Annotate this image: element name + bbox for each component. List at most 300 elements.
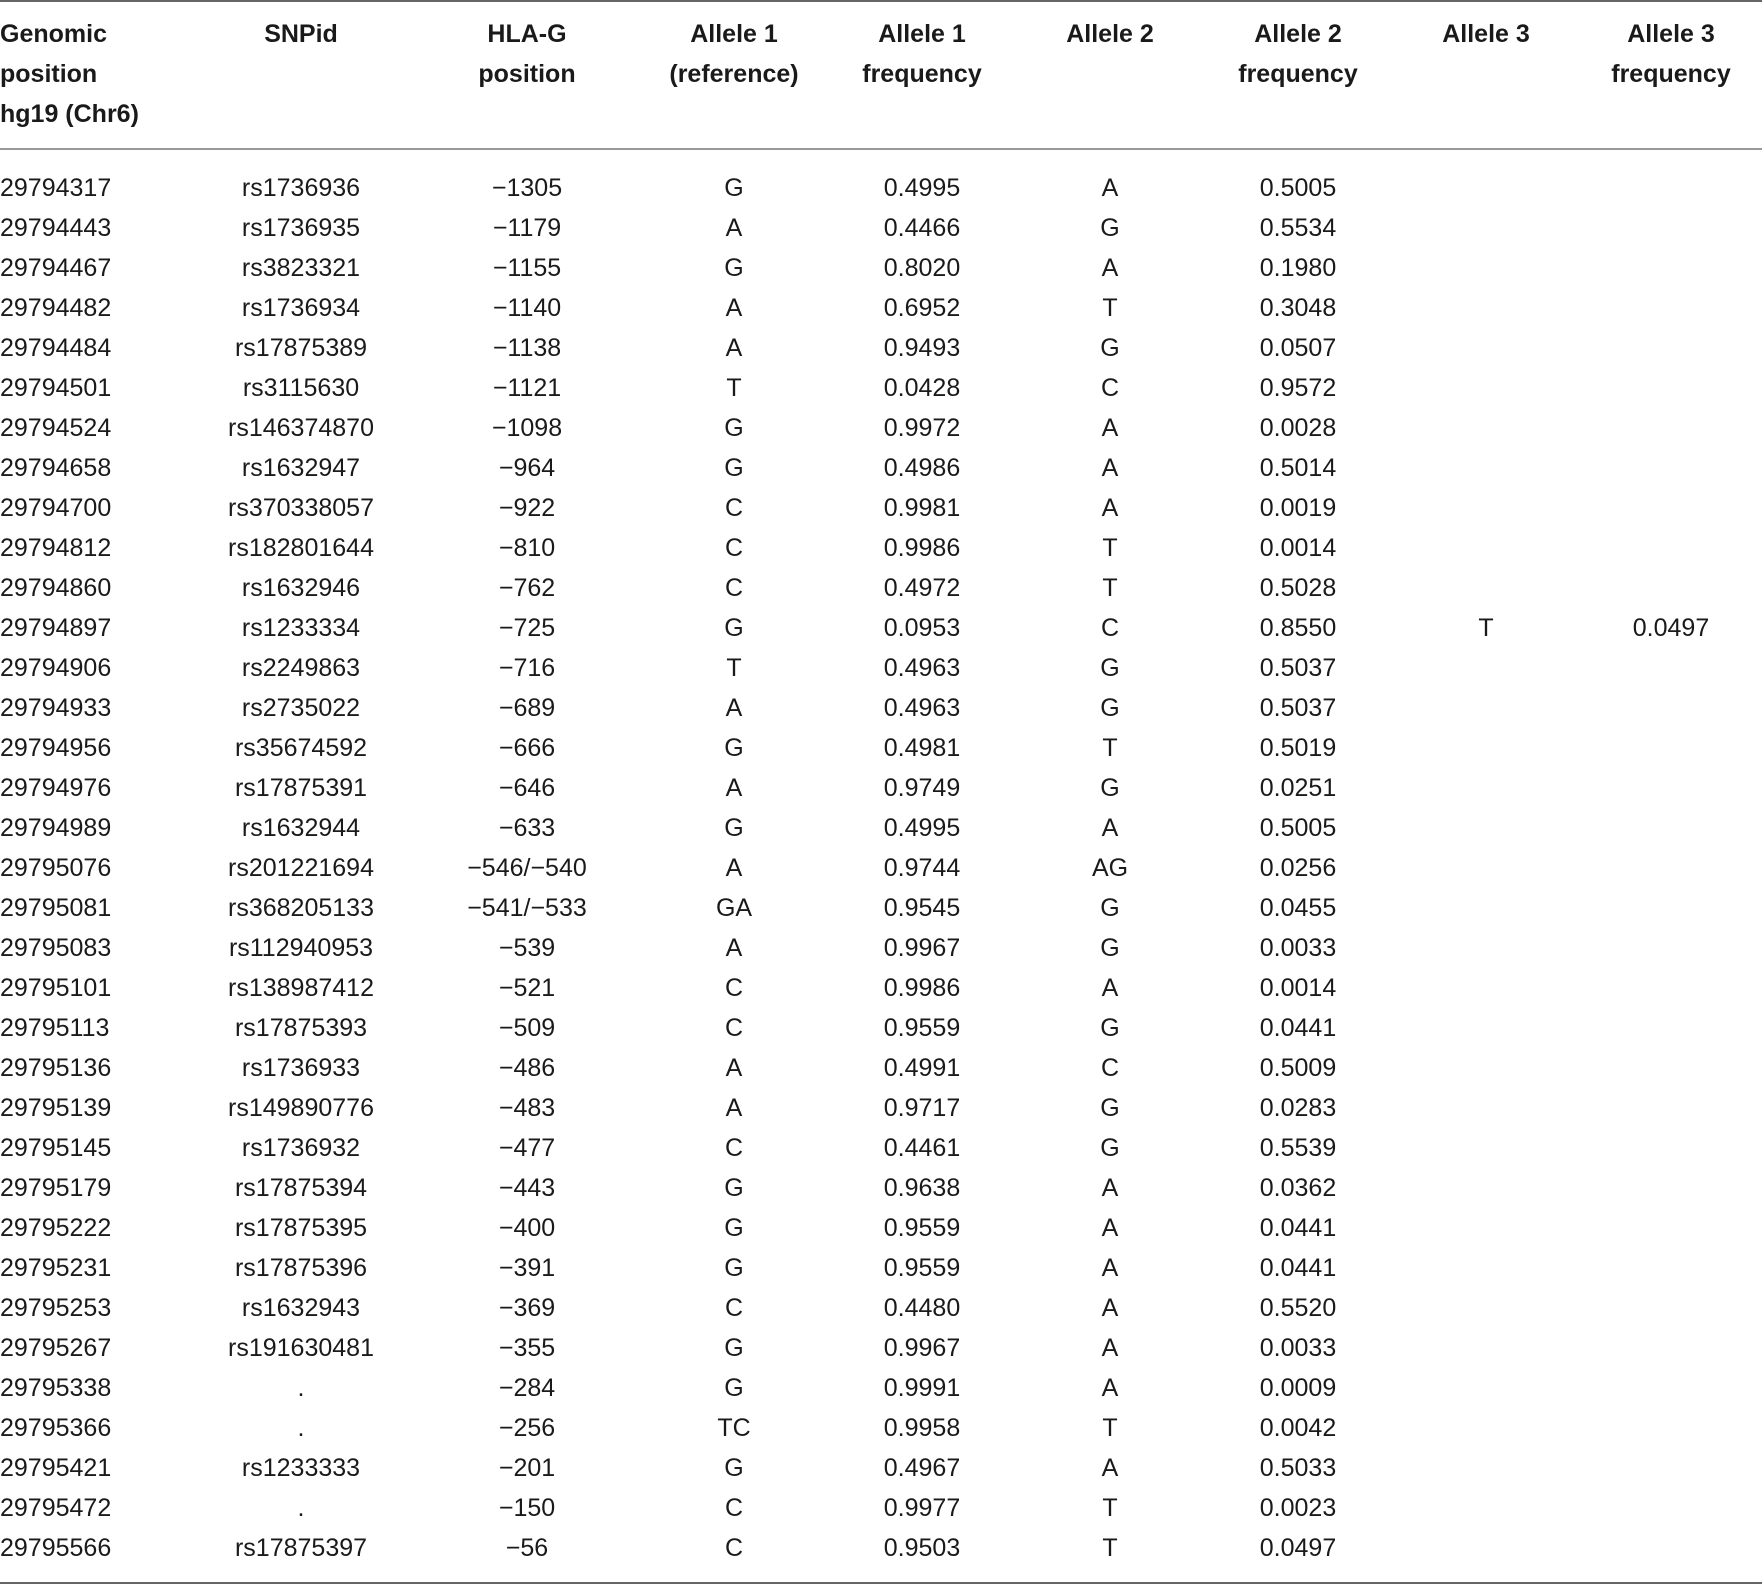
cell-allele-3-frequency (1580, 568, 1762, 608)
table-row (0, 888, 1762, 928)
table-row (0, 528, 1762, 568)
table-header (0, 1, 1762, 149)
cell-allele-2-frequency: 0.0497 (1204, 1528, 1392, 1583)
cell-allele-2-frequency: 0.0009 (1259, 1374, 1337, 1402)
cell-allele-3 (1392, 1008, 1580, 1048)
cell-allele-2-frequency: 0.0362 (1259, 1174, 1337, 1202)
cell-genomic-position: 29795231 (0, 1254, 112, 1282)
cell-allele-1: G (724, 454, 744, 482)
cell-hla-g-position: −541/−533 (467, 894, 587, 922)
table-row (0, 1048, 1762, 1088)
cell-allele-2-frequency: 0.0033 (1259, 934, 1337, 962)
cell-allele-2-frequency: 0.0441 (1259, 1254, 1337, 1282)
cell-snpid: rs1736932 (241, 1134, 361, 1162)
cell-allele-2-frequency: 0.3048 (1259, 294, 1337, 322)
table-row (0, 1488, 1762, 1528)
cell-allele-3 (1392, 808, 1580, 848)
cell-allele-1: A (725, 294, 743, 322)
cell-genomic-position: 29795253 (0, 1294, 112, 1322)
cell-snpid: . (297, 1494, 305, 1522)
cell-allele-1: T (726, 654, 742, 682)
cell-allele-2: C (1100, 1054, 1120, 1082)
table-row (0, 208, 1762, 248)
cell-allele-2: G (1100, 694, 1120, 722)
cell-allele-1: G (724, 1334, 744, 1362)
cell-allele-3 (1392, 1208, 1580, 1248)
header-allele-3: Allele 3 (1392, 1, 1580, 149)
cell-allele-1-frequency: 0.0953 (883, 614, 961, 642)
cell-allele-1-frequency: 0.4981 (883, 734, 961, 762)
cell-genomic-position: 29794897 (0, 614, 112, 642)
cell-snpid: rs138987412 (228, 974, 374, 1002)
cell-allele-2-frequency: 0.5534 (1259, 214, 1337, 242)
table-row (0, 149, 1762, 208)
header-allele-2-frequency: Allele 2 frequency (1204, 1, 1392, 149)
cell-allele-1-frequency: 0.9967 (883, 934, 961, 962)
cell-allele-3-frequency (1580, 888, 1762, 928)
cell-hla-g-position: −922 (498, 494, 556, 522)
table-row (0, 448, 1762, 488)
table-row (0, 368, 1762, 408)
cell-hla-g-position: −964 (498, 454, 556, 482)
cell-allele-1: TC (717, 1414, 751, 1442)
cell-allele-1: A (725, 1054, 743, 1082)
cell-allele-2-frequency: 0.0014 (1259, 534, 1337, 562)
cell-allele-3-frequency (1580, 1368, 1762, 1408)
cell-allele-2-frequency: 0.0023 (1259, 1494, 1337, 1522)
table-row (0, 728, 1762, 768)
cell-hla-g-position: −201 (498, 1454, 556, 1482)
cell-allele-3-frequency (1580, 1528, 1762, 1583)
header-genomic-position: Genomic position hg19 (Chr6) (0, 1, 188, 149)
cell-allele-2: T (1102, 534, 1118, 562)
cell-hla-g-position: −486 (498, 1054, 556, 1082)
cell-genomic-position: 29795083 (0, 934, 112, 962)
table-body (0, 149, 1762, 1583)
cell-allele-2-frequency: 0.9572 (1259, 374, 1337, 402)
cell-allele-1-frequency: 0.9749 (883, 774, 961, 802)
cell-allele-2: G (1100, 1014, 1120, 1042)
cell-genomic-position: 29794933 (0, 694, 112, 722)
cell-allele-1: G (724, 814, 744, 842)
cell-snpid: rs1233333 (241, 1454, 361, 1482)
cell-allele-2-frequency: 0.5033 (1259, 1454, 1337, 1482)
cell-allele-2: C (1100, 374, 1120, 402)
cell-allele-3-frequency (1580, 928, 1762, 968)
cell-hla-g-position: −284 (498, 1374, 556, 1402)
cell-hla-g-position: −539 (498, 934, 556, 962)
cell-snpid: rs112940953 (228, 934, 374, 962)
cell-allele-3-frequency (1580, 1208, 1762, 1248)
cell-allele-2-frequency: 0.8550 (1259, 614, 1337, 642)
cell-allele-1-frequency: 0.9977 (883, 1494, 961, 1522)
cell-allele-2-frequency: 0.0251 (1259, 774, 1337, 802)
cell-allele-1-frequency: 0.4461 (883, 1134, 961, 1162)
cell-allele-3 (1392, 1048, 1580, 1088)
cell-hla-g-position: −391 (498, 1254, 556, 1282)
cell-allele-1: A (725, 774, 743, 802)
cell-hla-g-position: −509 (498, 1014, 556, 1042)
table-row (0, 1448, 1762, 1488)
cell-genomic-position: 29794482 (0, 294, 112, 322)
cell-allele-3-frequency (1580, 728, 1762, 768)
cell-allele-1-frequency: 0.9986 (883, 974, 961, 1002)
cell-allele-3-frequency (1580, 1128, 1762, 1168)
cell-snpid: rs149890776 (228, 1094, 374, 1122)
cell-snpid: rs1736933 (241, 1054, 361, 1082)
cell-allele-1-frequency: 0.6952 (883, 294, 961, 322)
table-row (0, 568, 1762, 608)
cell-allele-1: A (725, 334, 743, 362)
cell-hla-g-position: −810 (498, 534, 556, 562)
cell-allele-1: C (724, 1014, 744, 1042)
cell-allele-2: A (1101, 454, 1119, 482)
cell-allele-1: C (724, 974, 744, 1002)
cell-allele-1: G (724, 614, 744, 642)
cell-hla-g-position: −256 (498, 1414, 556, 1442)
cell-hla-g-position: −1305 (491, 174, 563, 202)
cell-allele-2-frequency: 0.0441 (1259, 1214, 1337, 1242)
cell-hla-g-position: −1155 (492, 254, 562, 282)
cell-snpid: . (297, 1374, 305, 1402)
cell-hla-g-position: −725 (498, 614, 556, 642)
table-row (0, 288, 1762, 328)
cell-hla-g-position: −1138 (492, 334, 562, 362)
cell-hla-g-position: −633 (498, 814, 556, 842)
cell-snpid: rs1632943 (241, 1294, 361, 1322)
cell-allele-3-frequency (1580, 288, 1762, 328)
cell-allele-2: A (1101, 254, 1119, 282)
cell-genomic-position: 29794443 (0, 214, 112, 242)
cell-snpid: rs182801644 (228, 534, 374, 562)
cell-allele-1: G (724, 414, 744, 442)
cell-hla-g-position: −689 (498, 694, 556, 722)
cell-allele-1: G (724, 734, 744, 762)
cell-snpid: rs17875393 (234, 1014, 368, 1042)
cell-allele-3-frequency (1580, 1088, 1762, 1128)
header-allele-3-frequency: Allele 3 frequency (1580, 1, 1762, 149)
cell-allele-1-frequency: 0.4963 (883, 694, 961, 722)
cell-allele-2: C (1100, 614, 1120, 642)
cell-allele-3-frequency (1580, 968, 1762, 1008)
cell-genomic-position: 29794812 (0, 534, 112, 562)
cell-genomic-position: 29794860 (0, 574, 112, 602)
cell-allele-3 (1392, 1488, 1580, 1528)
cell-genomic-position: 29794484 (0, 334, 112, 362)
cell-snpid: rs17875396 (234, 1254, 368, 1282)
cell-allele-3 (1392, 328, 1580, 368)
cell-genomic-position: 29795472 (0, 1494, 112, 1522)
cell-genomic-position: 29794524 (0, 414, 112, 442)
cell-allele-2-frequency: 0.5520 (1259, 1294, 1337, 1322)
cell-allele-3 (1392, 1288, 1580, 1328)
cell-snpid: rs370338057 (228, 494, 374, 522)
cell-allele-2-frequency: 0.0028 (1259, 414, 1337, 442)
cell-allele-2-frequency: 0.5005 (1259, 174, 1337, 202)
cell-allele-1: C (724, 1494, 744, 1522)
cell-allele-3 (1392, 1248, 1580, 1288)
cell-snpid: rs191630481 (228, 1334, 374, 1362)
cell-allele-1-frequency: 0.4967 (883, 1454, 961, 1482)
cell-snpid: rs3115630 (242, 374, 360, 402)
table-row (0, 1528, 1762, 1583)
cell-allele-3 (1392, 848, 1580, 888)
cell-allele-2: G (1100, 334, 1120, 362)
cell-hla-g-position: −1098 (491, 414, 563, 442)
cell-allele-3: T (1478, 614, 1494, 642)
cell-allele-2: A (1101, 494, 1119, 522)
table-row (0, 1328, 1762, 1368)
cell-snpid: rs368205133 (228, 894, 374, 922)
cell-allele-1: G (724, 1374, 744, 1402)
cell-allele-1-frequency: 0.9981 (883, 494, 961, 522)
table-row (0, 808, 1762, 848)
cell-allele-2: A (1101, 414, 1119, 442)
cell-allele-3-frequency (1580, 808, 1762, 848)
cell-allele-1: C (724, 1294, 744, 1322)
cell-allele-3-frequency (1580, 488, 1762, 528)
table-row (0, 1408, 1762, 1448)
cell-allele-3 (1392, 888, 1580, 928)
cell-allele-2-frequency: 0.0014 (1259, 974, 1337, 1002)
cell-snpid: rs1632947 (241, 454, 361, 482)
cell-allele-3 (1392, 208, 1580, 248)
cell-allele-1-frequency: 0.4972 (883, 574, 961, 602)
cell-genomic-position: 29794976 (0, 774, 112, 802)
cell-allele-1: T (726, 374, 742, 402)
cell-allele-3-frequency (1580, 408, 1762, 448)
cell-allele-3 (1392, 408, 1580, 448)
cell-snpid: rs3823321 (241, 254, 361, 282)
cell-allele-2-frequency: 0.0042 (1259, 1414, 1337, 1442)
cell-allele-1-frequency: 0.4963 (883, 654, 961, 682)
cell-allele-3 (1392, 248, 1580, 288)
header-hla-g-position: HLA-G position (414, 1, 640, 149)
header-snpid: SNPid (188, 1, 414, 149)
cell-allele-3-frequency (1580, 448, 1762, 488)
cell-allele-2-frequency: 0.5037 (1259, 694, 1337, 722)
table-row (0, 648, 1762, 688)
cell-allele-2-frequency: 0.0033 (1259, 1334, 1337, 1362)
cell-allele-3 (1392, 448, 1580, 488)
header-allele-1-reference: Allele 1 (reference) (640, 1, 828, 149)
cell-allele-3 (1392, 768, 1580, 808)
cell-allele-3-frequency (1580, 208, 1762, 248)
cell-allele-2-frequency: 0.5005 (1259, 814, 1337, 842)
cell-allele-1: C (724, 1134, 744, 1162)
cell-hla-g-position: −443 (498, 1174, 556, 1202)
cell-genomic-position: 29795136 (0, 1054, 112, 1082)
cell-allele-2: AG (1091, 854, 1129, 882)
cell-allele-1-frequency: 0.9991 (883, 1374, 961, 1402)
table-row (0, 928, 1762, 968)
cell-allele-2: A (1101, 1454, 1119, 1482)
cell-genomic-position: 29795139 (0, 1094, 112, 1122)
cell-allele-2: G (1100, 1094, 1120, 1122)
cell-allele-1: GA (715, 894, 753, 922)
header-allele-1-frequency: Allele 1 frequency (828, 1, 1016, 149)
cell-genomic-position: 29795421 (0, 1454, 112, 1482)
cell-allele-1-frequency: 0.4466 (883, 214, 961, 242)
table-row (0, 848, 1762, 888)
cell-allele-1: C (724, 574, 744, 602)
cell-allele-3 (1392, 1128, 1580, 1168)
cell-hla-g-position: −762 (498, 574, 556, 602)
cell-allele-2: T (1016, 1528, 1204, 1583)
cell-allele-3 (1392, 288, 1580, 328)
cell-allele-2: G (1100, 1134, 1120, 1162)
cell-hla-g-position: −546/−540 (467, 854, 587, 882)
header-row (0, 1, 1762, 149)
cell-allele-1-frequency: 0.9744 (883, 854, 961, 882)
cell-genomic-position: 29795366 (0, 1414, 112, 1442)
cell-allele-1: G (724, 1454, 744, 1482)
cell-snpid: rs17875397 (188, 1528, 414, 1583)
cell-genomic-position: 29795113 (0, 1014, 110, 1042)
cell-allele-3-frequency (1580, 768, 1762, 808)
cell-allele-3 (1392, 1408, 1580, 1448)
table-row (0, 328, 1762, 368)
cell-genomic-position: 29794658 (0, 454, 112, 482)
cell-allele-1-frequency: 0.9559 (883, 1214, 961, 1242)
cell-snpid: rs1632944 (241, 814, 361, 842)
cell-allele-2: G (1100, 654, 1120, 682)
cell-allele-2: A (1101, 974, 1119, 1002)
cell-allele-1-frequency: 0.9559 (883, 1254, 961, 1282)
table-row (0, 1008, 1762, 1048)
cell-allele-2-frequency: 0.0256 (1259, 854, 1337, 882)
cell-allele-3-frequency (1580, 688, 1762, 728)
cell-allele-2-frequency: 0.1980 (1259, 254, 1337, 282)
table-row (0, 1208, 1762, 1248)
cell-allele-1: G (724, 1254, 744, 1282)
cell-allele-1: A (725, 214, 743, 242)
cell-genomic-position: 29795179 (0, 1174, 112, 1202)
table-row (0, 1168, 1762, 1208)
cell-allele-1: G (724, 254, 744, 282)
cell-allele-3 (1392, 728, 1580, 768)
cell-allele-1-frequency: 0.9717 (883, 1094, 961, 1122)
cell-allele-2: A (1101, 1334, 1119, 1362)
cell-genomic-position: 29794956 (0, 734, 112, 762)
cell-genomic-position: 29795222 (0, 1214, 112, 1242)
cell-allele-1-frequency: 0.4995 (883, 814, 961, 842)
cell-allele-3-frequency (1580, 1248, 1762, 1288)
cell-allele-3 (1392, 1168, 1580, 1208)
cell-allele-3-frequency: 0.0497 (1632, 614, 1710, 642)
cell-genomic-position: 29794906 (0, 654, 112, 682)
cell-allele-3-frequency (1580, 1288, 1762, 1328)
cell-hla-g-position: −369 (498, 1294, 556, 1322)
cell-allele-1: A (725, 934, 743, 962)
cell-hla-g-position: −646 (498, 774, 556, 802)
table-row (0, 1248, 1762, 1288)
cell-allele-3-frequency (1580, 328, 1762, 368)
cell-allele-3-frequency (1580, 149, 1762, 208)
cell-allele-1-frequency: 0.9559 (883, 1014, 961, 1042)
header-allele-2: Allele 2 (1016, 1, 1204, 149)
cell-allele-2: T (1102, 1494, 1118, 1522)
cell-allele-3 (1392, 1448, 1580, 1488)
cell-snpid: rs17875389 (234, 334, 368, 362)
cell-allele-1: C (724, 494, 744, 522)
cell-hla-g-position: −150 (498, 1494, 556, 1522)
cell-allele-3 (1392, 688, 1580, 728)
cell-allele-2-frequency: 0.5014 (1259, 454, 1337, 482)
cell-genomic-position: 29794317 (0, 174, 112, 202)
cell-allele-3 (1392, 368, 1580, 408)
cell-allele-2: G (1100, 214, 1120, 242)
cell-allele-3-frequency (1580, 1448, 1762, 1488)
cell-allele-1-frequency: 0.9493 (883, 334, 961, 362)
cell-hla-g-position: −355 (498, 1334, 556, 1362)
cell-genomic-position: 29794989 (0, 814, 112, 842)
cell-genomic-position: 29795101 (0, 974, 112, 1002)
table-row (0, 408, 1762, 448)
cell-snpid: rs2249863 (241, 654, 361, 682)
cell-genomic-position: 29794501 (0, 374, 112, 402)
cell-hla-g-position: −400 (498, 1214, 556, 1242)
cell-hla-g-position: −483 (498, 1094, 556, 1122)
table-row (0, 688, 1762, 728)
cell-genomic-position: 29795145 (0, 1134, 112, 1162)
cell-allele-1-frequency: 0.8020 (883, 254, 961, 282)
cell-allele-3-frequency (1580, 1488, 1762, 1528)
cell-allele-3-frequency (1580, 1008, 1762, 1048)
cell-allele-3-frequency (1580, 1328, 1762, 1368)
cell-allele-1: G (724, 1174, 744, 1202)
cell-hla-g-position: −1121 (492, 374, 562, 402)
cell-allele-2: A (1101, 1174, 1119, 1202)
cell-allele-1-frequency: 0.9638 (883, 1174, 961, 1202)
cell-genomic-position: 29795076 (0, 854, 112, 882)
cell-genomic-position: 29795267 (0, 1334, 112, 1362)
table-row (0, 1288, 1762, 1328)
cell-genomic-position: 29794700 (0, 494, 112, 522)
cell-allele-2-frequency: 0.5009 (1259, 1054, 1337, 1082)
cell-allele-2: T (1102, 1414, 1118, 1442)
cell-hla-g-position: −521 (498, 974, 556, 1002)
cell-allele-2-frequency: 0.0283 (1259, 1094, 1337, 1122)
cell-allele-2-frequency: 0.5037 (1259, 654, 1337, 682)
cell-allele-2-frequency: 0.0019 (1259, 494, 1337, 522)
cell-snpid: rs1632946 (241, 574, 361, 602)
cell-allele-1-frequency: 0.9986 (883, 534, 961, 562)
cell-genomic-position: 29794467 (0, 254, 112, 282)
cell-allele-3 (1392, 149, 1580, 208)
cell-allele-3 (1392, 1328, 1580, 1368)
cell-allele-2-frequency: 0.0507 (1259, 334, 1337, 362)
cell-allele-1-frequency: 0.9972 (883, 414, 961, 442)
cell-snpid: rs17875395 (234, 1214, 368, 1242)
cell-allele-3 (1392, 968, 1580, 1008)
cell-allele-1-frequency: 0.9967 (883, 1334, 961, 1362)
cell-snpid: rs17875394 (234, 1174, 368, 1202)
cell-allele-2: T (1102, 574, 1118, 602)
cell-allele-2: G (1100, 774, 1120, 802)
cell-hla-g-position: −477 (498, 1134, 556, 1162)
cell-snpid: . (297, 1414, 305, 1442)
cell-allele-2: A (1101, 174, 1119, 202)
cell-allele-2-frequency: 0.5539 (1259, 1134, 1337, 1162)
cell-hla-g-position: −716 (498, 654, 556, 682)
cell-allele-2: T (1102, 294, 1118, 322)
cell-snpid: rs17875391 (234, 774, 368, 802)
cell-allele-1-frequency: 0.9958 (883, 1414, 961, 1442)
cell-hla-g-position: −1140 (492, 294, 562, 322)
table-row (0, 1088, 1762, 1128)
cell-allele-1-frequency: 0.4991 (883, 1054, 961, 1082)
